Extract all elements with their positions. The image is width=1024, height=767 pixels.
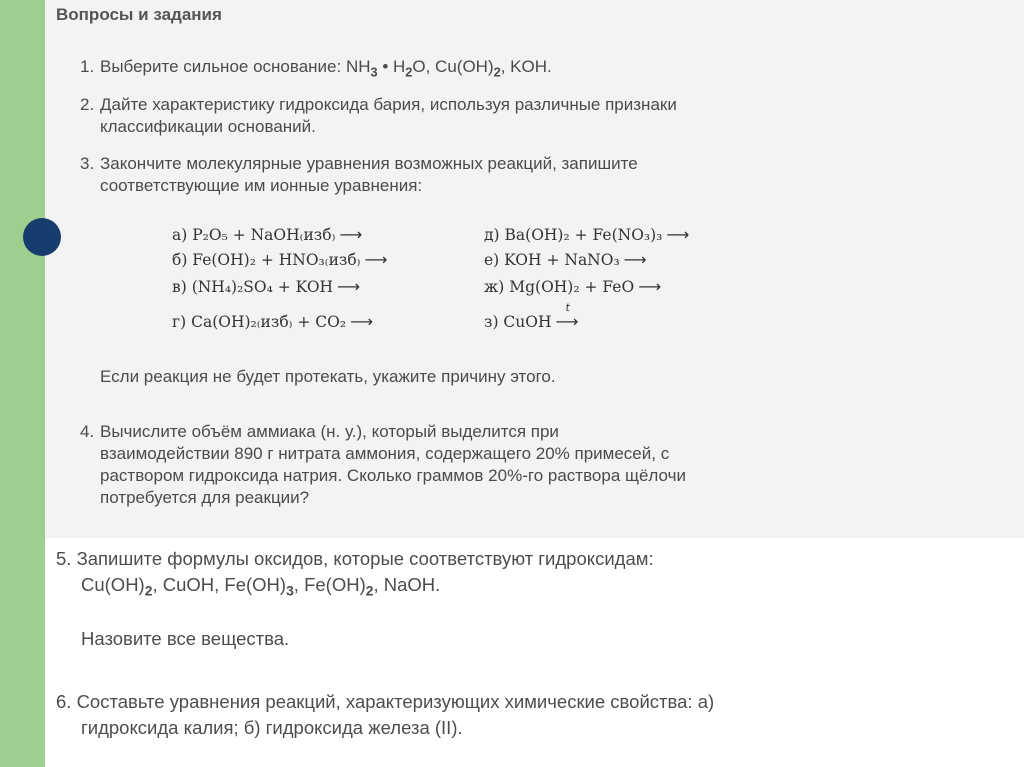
question-1: 1. Выберите сильное основание: $NH_3$ • $H_2O$, $Cu(OH)_2$, KOH. [80, 57, 552, 80]
equation-e: е) KOH + NaNO₃ ⟶ [484, 250, 647, 269]
question-2: 2. Дайте характеристику гидроксида бария, используя различные признаки классификации оснований. [80, 95, 677, 136]
equation-zh: ж) Mg(OH)₂ + FeO ⟶ [484, 277, 662, 296]
heat-arrow: t ⟶ [555, 301, 579, 331]
equation-a: а) P₂O₅ + NaOH₍изб₎ ⟶ [172, 225, 363, 244]
question-4: 4. Вычислите объём аммиака (н. у.), который выделится при взаимодействии 890 г нитрата аммония, содержащего 20% примесей, с раствором гидроксида натрия. Сколько граммов 20%-го раствора щёлочи потребуется для реакции? [80, 422, 686, 507]
equation-b: б) Fe(OH)₂ + HNO₃₍изб₎ ⟶ [172, 250, 388, 269]
question-3: 3. Закончите молекулярные уравнения возможных реакций, запишите соответствующие им ионные уравнения: [80, 154, 638, 195]
heat-label: t [565, 301, 570, 314]
equation-z: з) CuOH t ⟶ [484, 301, 579, 331]
question-5: 5. Запишите формулы оксидов, которые соответствуют гидроксидам: $Cu(OH)_2$, CuOH, $Fe(OH)_3$, $Fe(OH)_2$, NaOH. Назовите все вещества. [56, 548, 654, 649]
question-3-note: Если реакция не будет протекать, укажите причину этого. [100, 367, 556, 386]
section-heading: Вопросы и задания [56, 5, 222, 24]
question-6: 6. Составьте уравнения реакций, характеризующих химические свойства: а) гидроксида калия; б) гидроксида железа (II). [56, 691, 715, 738]
equation-g: г) Ca(OH)₂₍изб₎ + CO₂ ⟶ [172, 312, 374, 331]
slide-bullet-dot [23, 218, 61, 256]
left-accent-bar [0, 0, 45, 767]
equation-v: в) (NH₄)₂SO₄ + KOH ⟶ [172, 277, 361, 296]
hydroxide-formulas: $Cu(OH)_2$, CuOH, $Fe(OH)_3$, $Fe(OH)_2$, NaOH. [81, 574, 441, 599]
equation-d: д) Ba(OH)₂ + Fe(NO₃)₃ ⟶ [484, 225, 690, 244]
